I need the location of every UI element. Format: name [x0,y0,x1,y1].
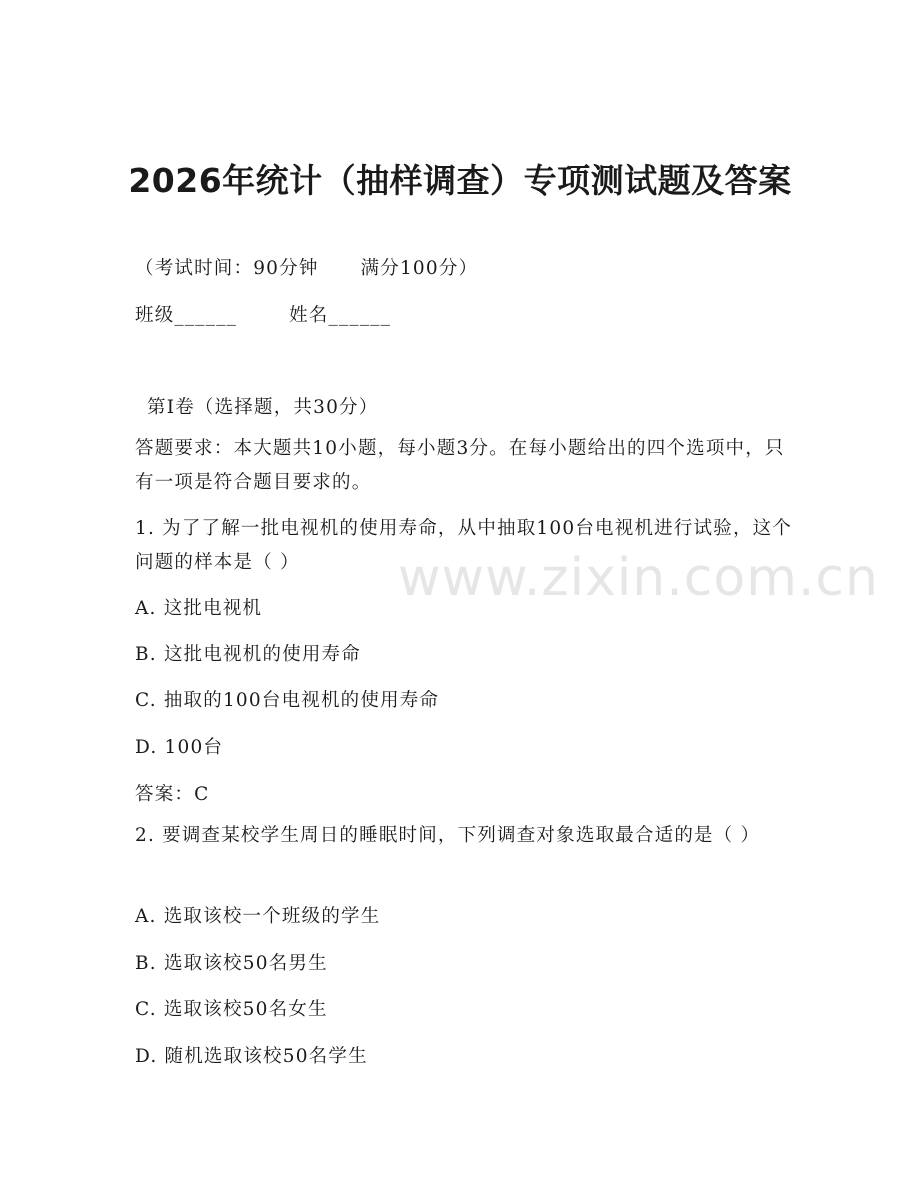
option: D. 100台 [135,737,224,758]
option: B. 这批电视机的使用寿命 [135,644,361,665]
exam-time: （考试时间：90分钟 [135,258,319,279]
option: B. 选取该校50名男生 [135,953,328,974]
question-stem: 1. 为了了解一批电视机的使用寿命，从中抽取100台电视机进行试验，这个问题的样本是（ ） [135,518,793,573]
name-label: 姓名______ [289,305,392,326]
section-title: 第I卷（选择题，共30分） [147,397,379,418]
student-info [135,301,795,327]
option: A. 选取该校一个班级的学生 [135,906,381,927]
watermark: www.zixin.com.cn [398,548,879,608]
option: C. 抽取的100台电视机的使用寿命 [135,690,440,711]
class-label: 班级______ [135,305,238,326]
option: A. 这批电视机 [135,598,263,619]
instructions: 答题要求：本大题共10小题，每小题3分。在每小题给出的四个选项中，只有一项是符合题目要求的。 [135,438,785,493]
exam-full-score: 满分100分） [360,258,479,279]
question-stem: 2. 要调查某校学生周日的睡眠时间，下列调查对象选取最合适的是（ ） [135,825,761,846]
exam-info [135,254,795,280]
option: C. 选取该校50名女生 [135,999,328,1020]
document-title: 2026年统计（抽样调查）专项测试题及答案 [128,161,792,200]
answer: 答案：C [135,784,210,805]
option: D. 随机选取该校50名学生 [135,1046,368,1067]
